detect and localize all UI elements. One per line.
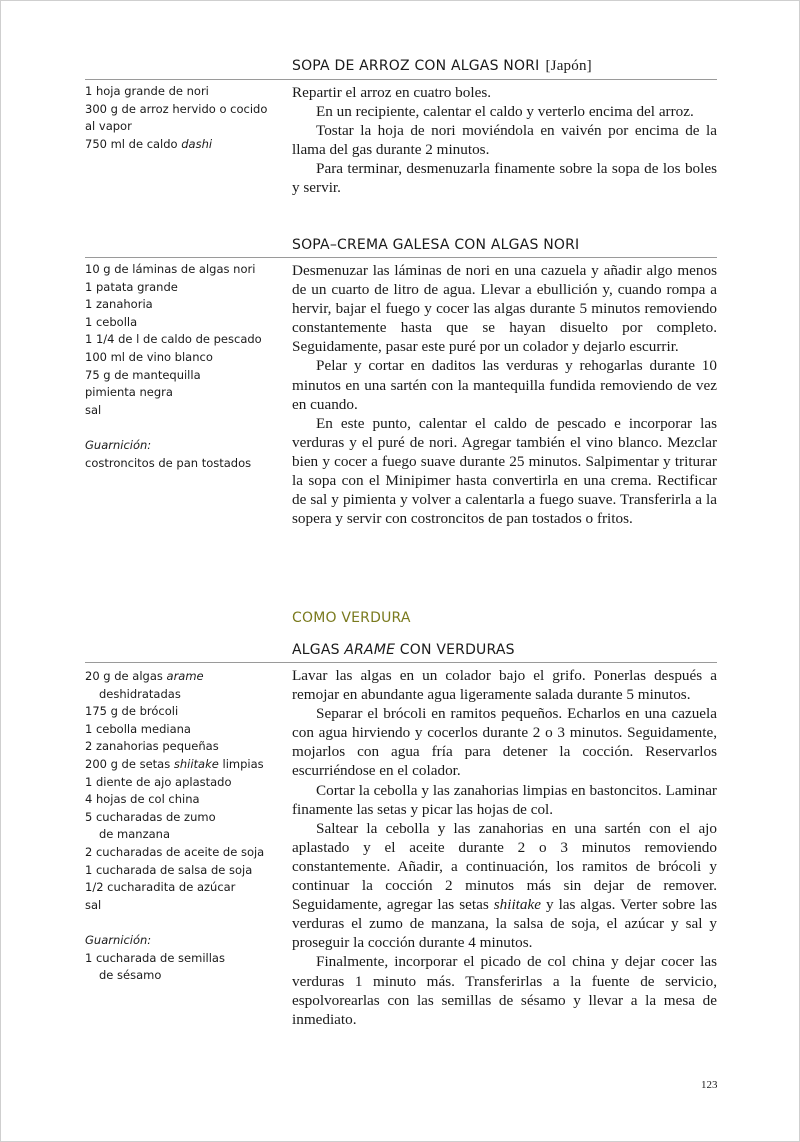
page-number: 123 — [701, 1079, 718, 1091]
divider-rule — [85, 257, 717, 258]
recipe-title-algas-arame: ALGAS ARAME CON VERDURAS — [292, 642, 515, 658]
ingredient: 300 g de arroz hervido o cocido — [85, 101, 268, 116]
ingredient: 1 patata grande — [85, 279, 178, 294]
recipe-instructions — [292, 666, 717, 1029]
ingredients-list — [85, 668, 275, 985]
section-heading: COMO VERDURA — [292, 610, 411, 626]
recipe-instructions — [292, 83, 717, 198]
ingredient: 1 cucharada de salsa de soja — [85, 862, 253, 877]
ingredient: sal — [85, 897, 102, 912]
instruction-paragraph: Tostar la hoja de nori moviéndola en vaivén por encima de la llama del gas durante 2 minutos. — [292, 122, 717, 159]
ingredient: 1 zanahoria — [85, 297, 153, 312]
ingredient: pimienta negra — [85, 385, 173, 400]
instruction-paragraph: Separar el brócoli en ramitos pequeños. Echarlos en una cazuela con agua hirviendo y cocerlos durante 2 o 3 minutos. Seguidamente, mojarlos con agua fría para detener la cocción. Reservarlos escurriéndose en el colador. — [292, 705, 717, 780]
instruction-paragraph: Cortar la cebolla y las zanahorias limpias en bastoncitos. Laminar finamente las setas y picar las hojas de col. — [292, 781, 717, 818]
instruction-paragraph: En este punto, calentar el caldo de pescado e incorporar las verduras y el puré de nori. Agregar también el vino blanco. Mezclar bien y cocer a fuego suave durante 25 minutos. Salpimentar y triturar la sopa con el Minipimer hasta convertirla en una crema. Rectificar de sal y pimienta y volver a calentarla a fuego suave. Transferirla a la sopera y servir con costroncitos de pan tostados o fritos. — [292, 414, 717, 528]
garnish-item: 1 cucharada de semillas — [85, 950, 225, 965]
divider-rule — [85, 79, 717, 80]
ingredient: 10 g de láminas de algas nori — [85, 262, 256, 276]
ingredient: 1 1/4 de l de caldo de pescado — [85, 332, 262, 347]
ingredient: 4 hojas de col china — [85, 792, 200, 807]
ingredient-continuation: de manzana — [99, 827, 170, 842]
recipe-title-sopa-crema — [292, 237, 579, 253]
ingredient: 200 g de setas shiitake limpias — [85, 756, 264, 771]
ingredient: al vapor — [85, 119, 132, 134]
divider-rule — [85, 662, 717, 663]
instruction-paragraph: Para terminar, desmenuzarla finamente sobre la sopa de los boles y servir. — [292, 160, 717, 197]
ingredient: 175 g de brócoli — [85, 704, 179, 719]
garnish-label: Guarnición: — [85, 932, 152, 947]
ingredient: 100 ml de vino blanco — [85, 349, 213, 364]
garnish-label: Guarnición: — [85, 437, 152, 452]
instruction-paragraph: Finalmente, incorporar el picado de col china y dejar cocer las verduras 1 minuto más. Transferirlas a la fuente de servicio, espolvorearlas con las semillas de sésamo y llevar a la mesa de inmediato. — [292, 953, 717, 1028]
recipe-instructions — [292, 261, 717, 528]
instruction-paragraph: Desmenuzar las láminas de nori en una cazuela y añadir algo menos de un cuarto de litro de agua. Llevar a ebullición y, cuando rompa a hervir, bajar el fuego y cocer las algas durante 5 minutos removiendo constantemente hasta que se hayan disuelto por completo. Seguidamente, pasar este puré por un colador y dejarlo escurrir. — [292, 262, 717, 356]
ingredient: 2 zanahorias pequeñas — [85, 739, 219, 754]
instruction-paragraph: Repartir el arroz en cuatro boles. — [292, 84, 492, 101]
ingredient: 1 cebolla — [85, 314, 138, 329]
ingredient: 1 diente de ajo aplastado — [85, 774, 232, 789]
garnish-continuation: de sésamo — [99, 968, 162, 983]
recipe-title-text: SOPA–CREMA GALESA CON ALGAS NORI — [292, 237, 580, 253]
ingredient: 1 hoja grande de nori — [85, 84, 209, 98]
instruction-paragraph: En un recipiente, calentar el caldo y verterlo encima del arroz. — [316, 103, 694, 121]
ingredient: 1/2 cucharadita de azúcar — [85, 880, 236, 895]
ingredient: sal — [85, 402, 102, 417]
ingredients-list — [85, 261, 275, 472]
ingredient: 1 cebolla mediana — [85, 721, 191, 736]
recipe-title-text: SOPA DE ARROZ CON ALGAS NORI — [292, 58, 540, 74]
recipe-title-sopa-arroz — [292, 58, 592, 75]
garnish-item: costroncitos de pan tostados — [85, 455, 252, 470]
recipe-origin: [Japón] — [545, 58, 592, 74]
ingredient: 20 g de algas arame — [85, 669, 204, 683]
ingredient: 2 cucharadas de aceite de soja — [85, 844, 265, 859]
ingredient: 5 cucharadas de zumo — [85, 809, 216, 824]
instruction-paragraph: Saltear la cebolla y las zanahorias en una sartén con el ajo aplastado y el aceite durante 2 o 3 minutos removiendo constantemente. Añadir, a continuación, los ramitos de brócoli y continuar la cocción 2 minutos más sin dejar de remover. Seguidamente, agregar las setas shiitake y las algas. Verter sobre las verduras el zumo de manzana, la salsa de soja, el azúcar y sal y proseguir la cocción durante 4 minutos. — [292, 819, 717, 952]
ingredient-continuation: deshidratadas — [99, 686, 181, 701]
ingredients-list — [85, 83, 275, 153]
ingredient: 750 ml de caldo dashi — [85, 136, 213, 151]
instruction-paragraph: Lavar las algas en un colador bajo el grifo. Ponerlas después a remojar en abundante agua ligeramente salada durante 5 minutos. — [292, 667, 717, 704]
instruction-paragraph: Pelar y cortar en daditos las verduras y rehogarlas durante 10 minutos en una sartén con la mantequilla fundida removiendo de vez en cuando. — [292, 357, 717, 413]
ingredient: 75 g de mantequilla — [85, 367, 201, 382]
